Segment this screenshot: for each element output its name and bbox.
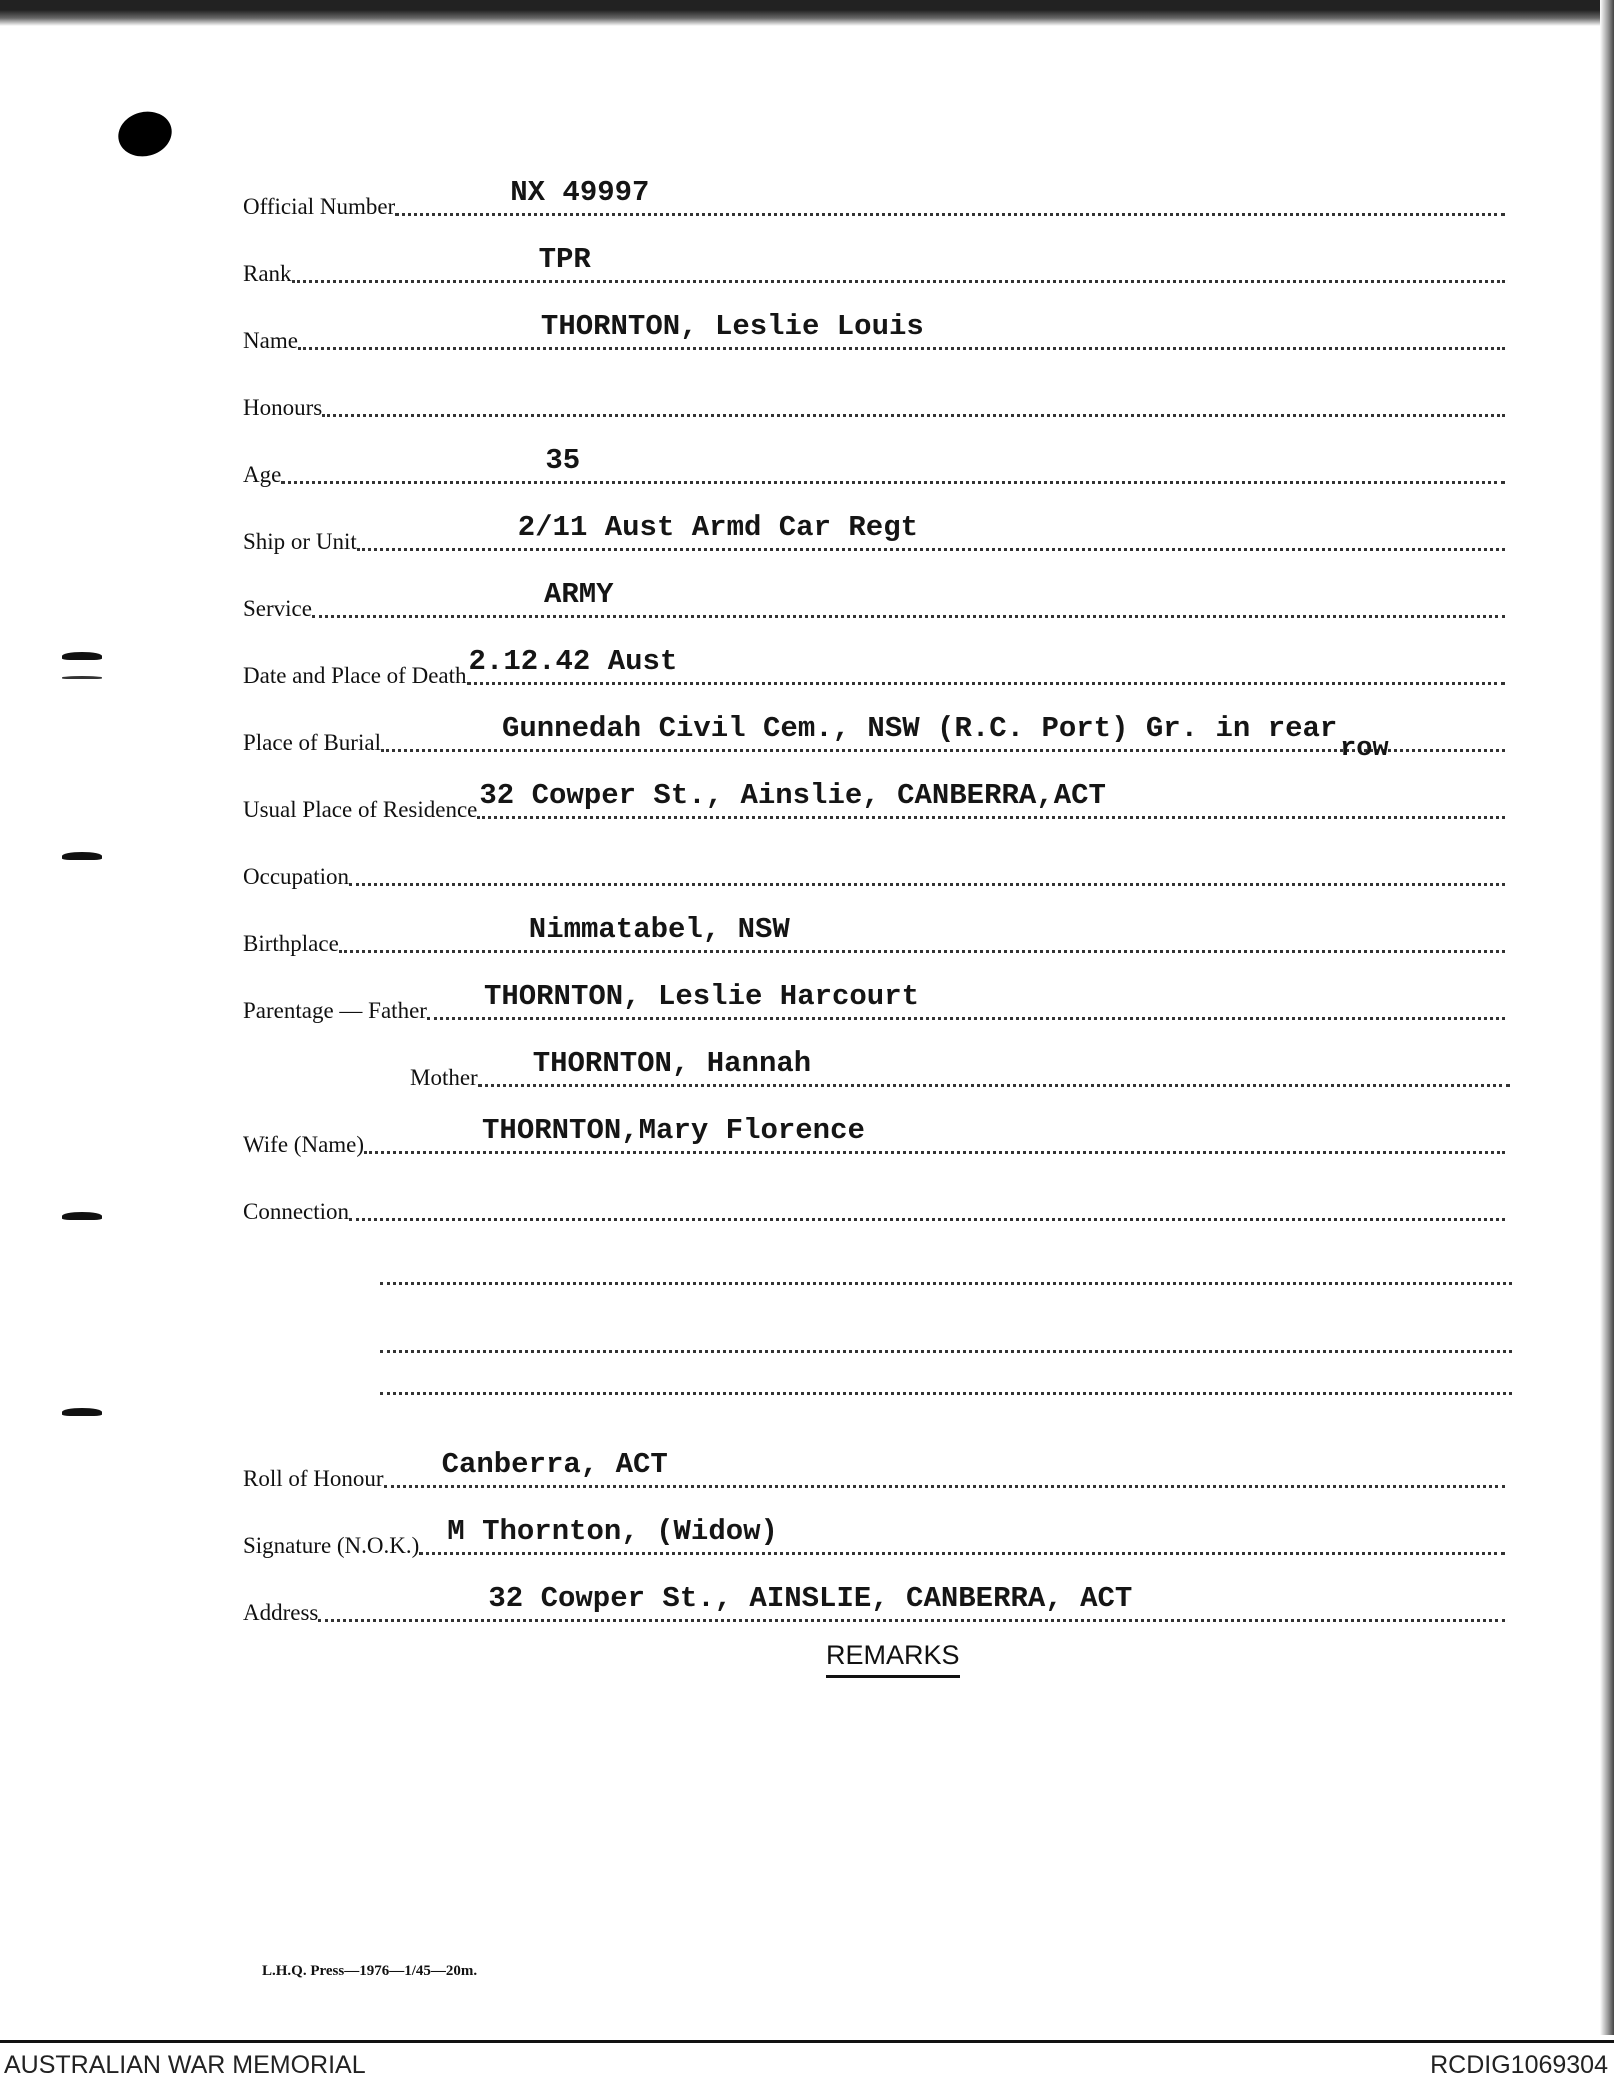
field-value: Gunnedah Civil Cem., NSW (R.C. Port) Gr. in rear [501, 712, 1338, 745]
field-label: Usual Place of Residence [243, 797, 478, 822]
field-value: THORNTON, Leslie Harcourt [483, 980, 920, 1013]
field-leader [419, 1515, 1505, 1555]
field-leader [478, 1047, 1510, 1087]
field-leader [395, 176, 1505, 216]
field-label: Honours [243, 395, 323, 420]
field-leader [322, 414, 1505, 417]
field-name [243, 310, 1505, 354]
field-value: TPR [538, 243, 591, 276]
binder-clip-mark [62, 1408, 102, 1416]
field-official-number [243, 176, 1505, 220]
field-label: Name [243, 328, 298, 353]
scan-top-edge [0, 0, 1614, 26]
field-leader [298, 310, 1505, 350]
remarks-heading: REMARKS [826, 1640, 960, 1678]
field-usual-residence [243, 779, 1505, 823]
field-value: 35 [545, 444, 581, 477]
field-label: Ship or Unit [243, 529, 357, 554]
field-leader [427, 980, 1505, 1020]
field-age [243, 444, 1505, 488]
field-label: Wife (Name) [243, 1132, 365, 1157]
field-occupation [243, 846, 1505, 890]
field-label: Roll of Honour [243, 1466, 384, 1491]
archive-footer [0, 2040, 1614, 2085]
field-value: 32 Cowper St., Ainslie, CANBERRA,ACT [479, 779, 1106, 812]
blank-dotted-line [380, 1392, 1512, 1395]
field-label: Age [243, 462, 282, 487]
field-leader [349, 1218, 1505, 1221]
field-label: Address [243, 1600, 319, 1625]
field-leader [281, 444, 1505, 484]
field-leader [384, 1448, 1505, 1488]
field-label: Birthplace [243, 931, 339, 956]
field-mother [410, 1047, 1510, 1091]
footer-institution: AUSTRALIAN WAR MEMORIAL [4, 2051, 366, 2079]
field-value: THORNTON, Leslie Louis [540, 310, 924, 343]
field-leader [349, 883, 1505, 886]
field-value: M Thornton, (Widow) [447, 1515, 778, 1548]
field-label: Service [243, 596, 312, 621]
punch-hole [113, 106, 177, 162]
field-leader [357, 511, 1505, 551]
field-birthplace [243, 913, 1505, 957]
field-value: THORNTON,Mary Florence [482, 1114, 865, 1147]
field-roll-of-honour [243, 1448, 1505, 1492]
binder-clip-mark [62, 676, 102, 679]
field-label: Connection [243, 1199, 350, 1224]
scan-right-edge [1600, 0, 1614, 2035]
burial-note: row [1340, 734, 1389, 764]
field-label: Signature (N.O.K.) [243, 1533, 420, 1558]
field-label: Parentage — Father [243, 998, 427, 1023]
field-value: NX 49997 [510, 176, 650, 209]
field-address [243, 1582, 1505, 1626]
field-label: Date and Place of Death [243, 663, 467, 688]
field-value: Nimmatabel, NSW [528, 913, 790, 946]
field-label: Mother [410, 1065, 478, 1090]
press-imprint: L.H.Q. Press—1976—1/45—20m. [262, 1963, 478, 1979]
binder-clip-mark [62, 852, 102, 860]
field-father [243, 980, 1505, 1024]
field-signature-nok [243, 1515, 1505, 1559]
binder-clip-mark [62, 1212, 102, 1220]
field-label: Official Number [243, 194, 396, 219]
field-leader [292, 243, 1505, 283]
field-rank [243, 243, 1505, 287]
field-leader [339, 913, 1505, 953]
field-value: Canberra, ACT [441, 1448, 668, 1481]
blank-dotted-line [380, 1350, 1512, 1353]
field-value: 32 Cowper St., AINSLIE, CANBERRA, ACT [488, 1582, 1133, 1615]
field-connection [243, 1181, 1505, 1225]
field-label: Occupation [243, 864, 350, 889]
field-leader [477, 779, 1505, 819]
field-value: ARMY [543, 578, 614, 611]
binder-clip-mark [62, 652, 102, 660]
field-label: Place of Burial [243, 730, 381, 755]
field-leader [312, 578, 1505, 618]
field-place-of-burial [243, 712, 1505, 756]
field-leader [467, 645, 1505, 685]
field-leader [318, 1582, 1505, 1622]
blank-dotted-line [380, 1282, 1512, 1285]
field-value: 2/11 Aust Armd Car Regt [517, 511, 918, 544]
field-wife-name [243, 1114, 1505, 1158]
field-honours [243, 377, 1505, 421]
field-leader [364, 1114, 1505, 1154]
field-date-place-of-death [243, 645, 1505, 689]
footer-record-id: RCDIG1069304 [1430, 2051, 1608, 2079]
field-label: Rank [243, 261, 292, 286]
field-ship-or-unit [243, 511, 1505, 555]
field-service [243, 578, 1505, 622]
field-value: 2.12.42 Aust [468, 645, 678, 678]
field-value: THORNTON, Hannah [532, 1047, 812, 1080]
